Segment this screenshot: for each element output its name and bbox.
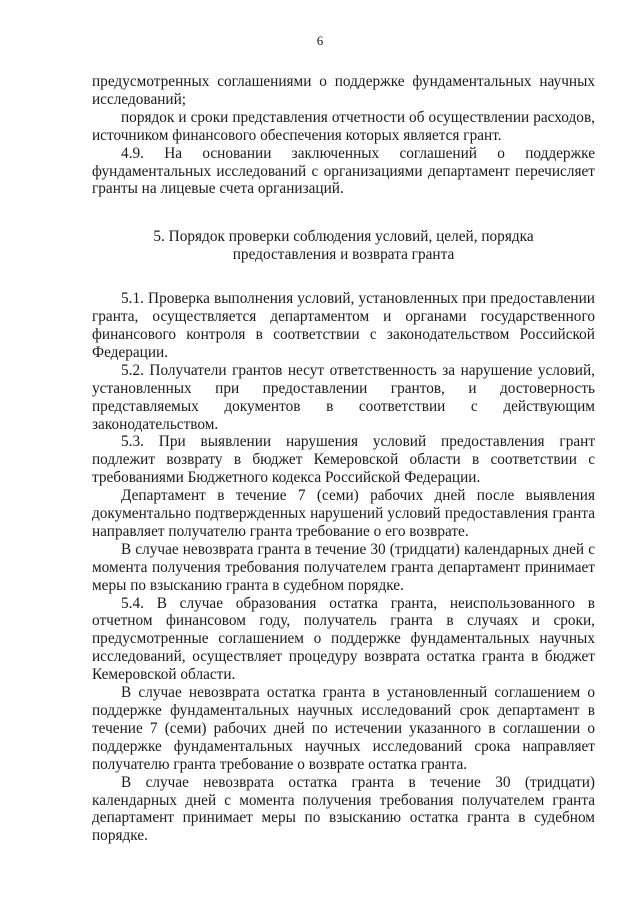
paragraph-5-3-court: В случае невозврата гранта в течение 30 (тридцати) календарных дней с момента получения требования получателем гранта департамент принимает меры по взысканию гранта в судебном порядке. — [92, 540, 595, 594]
paragraph-reporting-procedure: порядок и сроки представления отчетности об осуществлении расходов, источником финансового обеспечения которых является грант. — [92, 108, 595, 144]
paragraph-5-3-deadline: Департамент в течение 7 (семи) рабочих дней после выявления документально подтвержденных нарушений условий предоставления гранта направляет получателю гранта требование о его возврате. — [92, 487, 595, 540]
paragraph-5-3: 5.3. При выявлении нарушения условий предоставления грант подлежит возврату в бюджет Кемеровской области в соответствии с требованиями Бюджетного кодекса Российской Федерации. — [92, 433, 595, 487]
section-heading-line-1: 5. Порядок проверки соблюдения условий, целей, порядка — [153, 228, 534, 246]
paragraph-5-2: 5.2. Получатели грантов несут ответственность за нарушение условий, установленных при предоставлении грантов, и достоверность представляемых документов в соответствии с действующим законодательством. — [92, 361, 595, 433]
section-heading-line-2: предоставления и возврата гранта — [232, 246, 455, 264]
paragraph-4-9: 4.9. На основании заключенных соглашений о поддержке фундаментальных исследований с организациями департамент перечисляет гранты на лицевые счета организаций. — [92, 144, 595, 198]
paragraph-continuation: предусмотренных соглашениями о поддержке фундаментальных научных исследований; — [92, 73, 595, 108]
paragraph-5-4: 5.4. В случае образования остатка гранта, неиспользованного в отчетном финансовом году, получатель гранта в случаях и сроки, предусмотренные соглашением о поддержке фундаментальных научных исследований, осуществляет процедуру возврата остатка гранта в бюджет Кемеровской области. — [92, 594, 595, 684]
page-number: 6 — [316, 33, 324, 48]
paragraph-5-4-court: В случае невозврата остатка гранта в течение 30 (тридцати) календарных дней с момента получения требования получателем гранта департамент принимает меры по взысканию остатка гранта в судебном порядке. — [92, 773, 595, 845]
section-heading — [92, 228, 595, 264]
paragraph-5-4-deadline: В случае невозврата остатка гранта в установленный соглашением о поддержке фундаментальных научных исследований срок департамент в течение 7 (семи) рабочих дней по истечении указанного в соглашении о поддержке фундаментальных научных исследований срока направляет получателю гранта требование о возврате остатка гранта. — [92, 684, 595, 773]
document-body — [92, 73, 595, 845]
paragraph-5-1: 5.1. Проверка выполнения условий, установленных при предоставлении гранта, осуществляется департаментом и органами государственного финансового контроля в соответствии с законодательством Российской Федерации. — [92, 290, 595, 361]
